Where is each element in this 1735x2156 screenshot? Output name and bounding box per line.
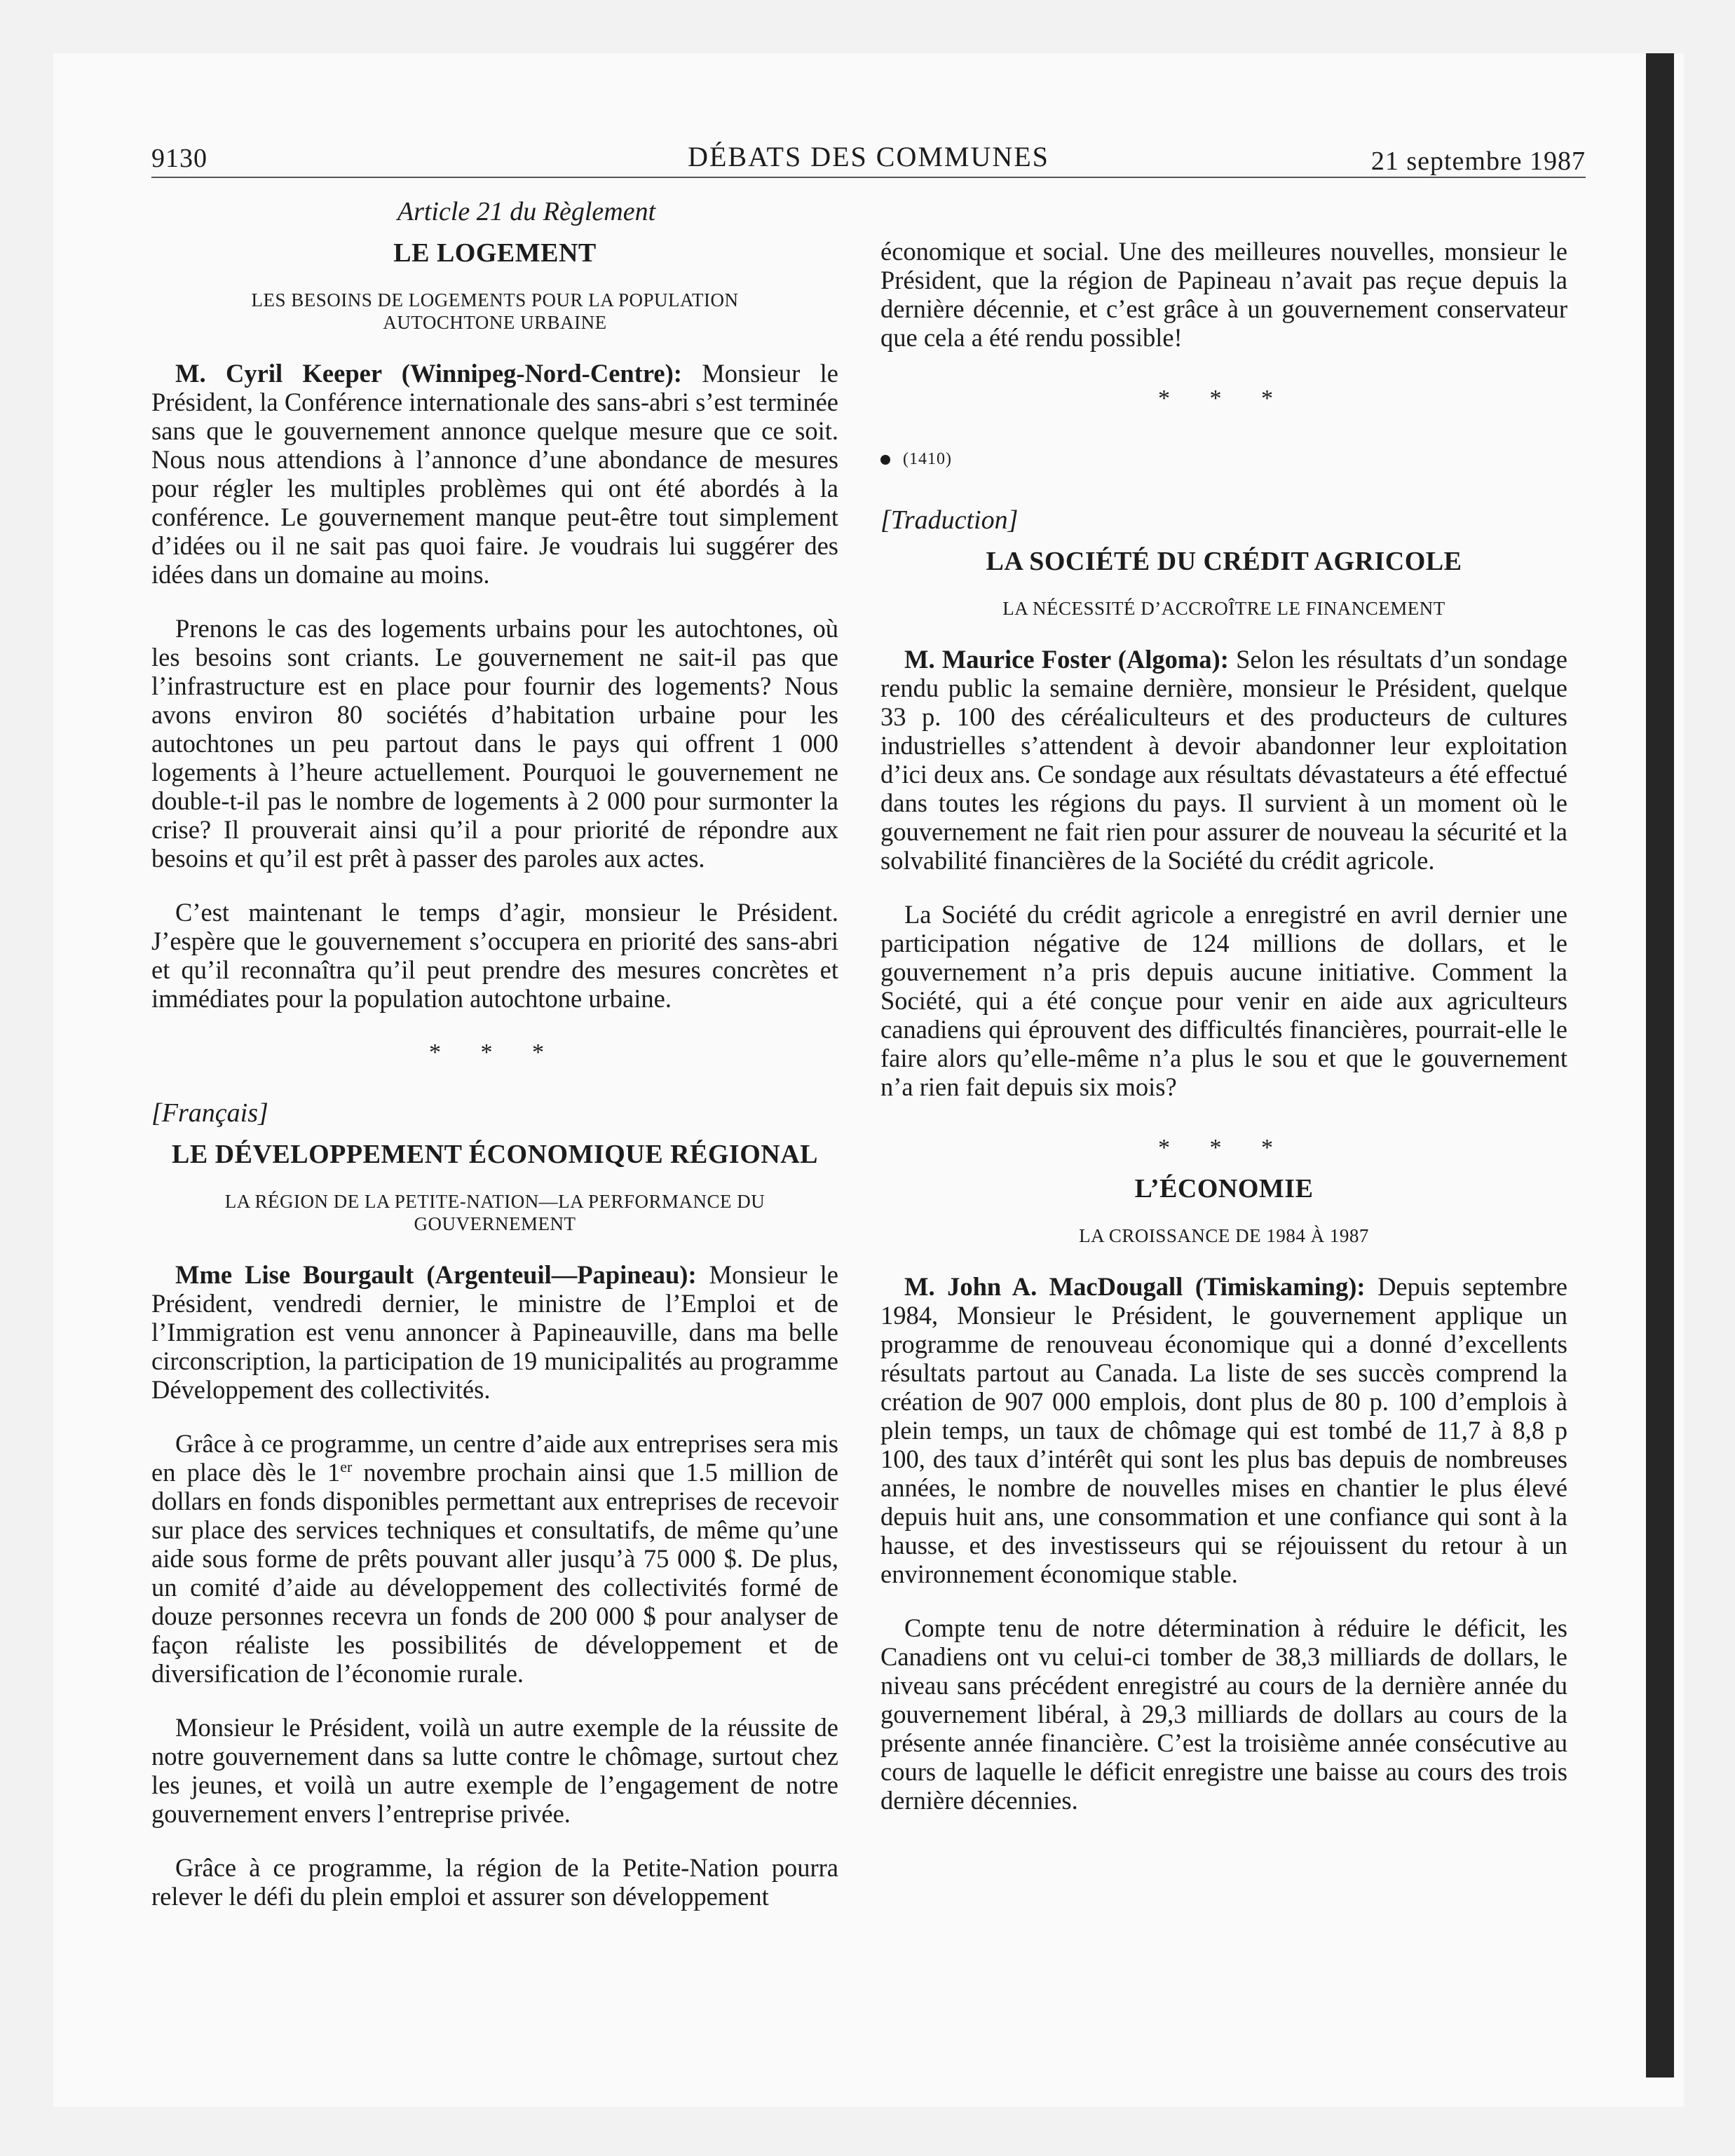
paragraph: Grâce à ce programme, la région de la Petite-Nation pourra relever le défi du plein emploi et assurer son développement [151, 1853, 838, 1911]
paragraph [151, 1429, 838, 1688]
spacer [151, 334, 838, 359]
section-title-credit-agricole: LA SOCIÉTÉ DU CRÉDIT AGRICOLE [986, 547, 1462, 576]
paragraph: économique et social. Une des meilleures nouvelles, monsieur le Président, que la région de Papineau n’avait pas reçue depuis la dernière décennie, et c’est grâce à un gouvernement conservateur que cela a été rendu possible! [880, 237, 1567, 352]
right-column [880, 237, 1567, 1815]
spacer [151, 1235, 838, 1260]
spacer [151, 589, 838, 614]
paragraph-text: Monsieur le Président, vendredi dernier, le ministre de l’Emploi et de l’Immigration est venu annoncer à Papineauville, dans ma belle circonscription, la participation de 19 municipalités au programme Développement des collectivités. [151, 1260, 838, 1404]
timecode [880, 445, 1567, 474]
scan-edge-bar [1646, 53, 1674, 2077]
paragraph-text: novembre prochain ainsi que 1.5 million de dollars en fonds disponibles permettant aux entreprises de recevoir sur place des services techniques et consultatifs, de même qu’une aide sous forme de prêts pouvant aller jusqu’à 75 000 $. De plus, un comité d’aide au développement des collectivités formé de douze personnes recevra un fonds de 200 000 $ pour analyser de façon réaliste les possibilités de développement et de diversification de l’économie rurale. [151, 1458, 838, 1688]
subhead-line: LA RÉGION DE LA PETITE-NATION—LA PERFORMANCE DU [224, 1191, 766, 1212]
left-column [151, 198, 838, 1911]
section-title-developpement: LE DÉVELOPPEMENT ÉCONOMIQUE RÉGIONAL [171, 1140, 819, 1169]
spacer [151, 1013, 838, 1038]
page-date: 21 septembre 1987 [1370, 146, 1586, 176]
spacer [880, 1247, 1567, 1272]
subhead-line: GOUVERNEMENT [414, 1213, 576, 1234]
spacer [880, 413, 1567, 445]
speaker-name: Mme Lise Bourgault (Argenteuil—Papineau): [175, 1260, 697, 1289]
header-rule [151, 177, 1586, 178]
subhead-line: LES BESOINS DE LOGEMENTS POUR LA POPULATION [251, 289, 739, 311]
publication-title: DÉBATS DES COMMUNES [688, 141, 1049, 172]
spacer [880, 352, 1567, 384]
speaker-name: M. Maurice Foster (Algoma): [904, 645, 1229, 674]
timecode-text: (1410) [903, 450, 952, 468]
paragraph: C’est maintenant le temps d’agir, monsieur le Président. J’espère que le gouvernement s’occupera en priorité des sans-abri et qu’il reconnaîtra qu’il peut prendre des mesures concrètes et immédiates pour la population autochtone urbaine. [151, 898, 838, 1013]
paragraph-text: Selon les résultats d’un sondage rendu public la semaine dernière, monsieur le Président, quelque 33 p. 100 des céréaliculteurs et des producteurs de cultures industrielles s’attendent à devoir abandonner leur exploitation d’ici deux ans. Ce sondage aux résultats dévastateurs a été effectué dans toutes les régions du pays. Il survient à un moment où le gouvernement ne fait rien pour assurer de nouveau la sécurité et la solvabilité financières de la Société du crédit agricole. [880, 645, 1567, 875]
spacer [151, 1688, 838, 1713]
section-title-economie: L’ÉCONOMIE [1134, 1174, 1314, 1203]
paragraph [151, 359, 838, 589]
subhead-credit-agricole: LA NÉCESSITÉ D’ACCROÎTRE LE FINANCEMENT [1002, 598, 1445, 619]
spacer [151, 873, 838, 898]
paragraph: La Société du crédit agricole a enregistré en avril dernier une participation négative de 124 millions de dollars, et le gouvernement n’a pris depuis aucune initiative. Comment la Société, qui a été conçue pour venir en aide aux agriculteurs canadiens qui éprouvent des difficultés financières, pourrait-elle le faire alors qu’elle-même n’a plus le sou et que le gouvernement n’a rien fait depuis six mois? [880, 900, 1567, 1101]
language-tag: [Français] [151, 1098, 268, 1128]
section-title-logement: LE LOGEMENT [393, 238, 597, 268]
spacer [151, 1404, 838, 1429]
spacer [880, 875, 1567, 900]
paragraph-text: Grâce à ce programme, un centre d’aide aux entreprises sera mis en place dès le 1 [151, 1429, 838, 1487]
paragraph [880, 645, 1567, 875]
spacer [880, 620, 1567, 645]
bullet-icon [880, 455, 890, 465]
article-heading: Article 21 du Règlement [397, 197, 656, 226]
subhead-economie: LA CROISSANCE DE 1984 À 1987 [1079, 1225, 1369, 1246]
subhead-logement [151, 289, 838, 334]
section-separator: * * * [429, 1039, 561, 1065]
paragraph-text: Depuis septembre 1984, Monsieur le Président, le gouvernement applique un programme de renouveau économique qui a donné d’excellents résultats partout au Canada. La liste de ses succès comprend la création de 907 000 emplois, dont plus de 80 p. 100 d’emplois à plein temps, un taux de chômage qui est tombé de 11,7 à 8,8 p 100, des taux d’intérêt qui sont les plus bas depuis de nombreuses années, le nombre de nouvelles mises en chantier le plus élevé depuis huit ans, une consommation et une confiance qui sont à la hausse, et des investisseurs qui se réjouissent du retour à un environnement économique stable. [880, 1272, 1568, 1588]
paragraph: Prenons le cas des logements urbains pour les autochtones, où les besoins sont criants. Le gouvernement ne sait-il pas que l’infrastructure est en place pour fournir des logements? Nous avons environ 80 sociétés d’habitation urbaine pour les autochtones un peu partout dans le pays qui offrent 1 000 logements à l’heure actuellement. Pourquoi le gouvernement ne double-t-il pas le nombre de logements à 2 000 pour surmonter la crise? Il prouverait ainsi qu’il a pour priorité de répondre aux besoins et qu’il est prêt à passer des paroles aux actes. [151, 614, 838, 873]
subhead-line: AUTOCHTONE URBAINE [383, 312, 607, 333]
page-number: 9130 [151, 144, 207, 173]
spacer [880, 1101, 1567, 1133]
page-header [151, 140, 1586, 181]
speaker-name: M. Cyril Keeper (Winnipeg-Nord-Centre): [175, 359, 682, 388]
superscript: er [340, 1457, 353, 1475]
paragraph: Monsieur le Président, voilà un autre exemple de la réussite de notre gouvernement dans sa lutte contre le chômage, surtout chez les jeunes, et voilà un autre exemple de l’engagement de notre gouvernement envers l’entreprise privée. [151, 1713, 838, 1828]
spacer [151, 1067, 838, 1099]
section-separator: * * * [1158, 1135, 1290, 1161]
subhead-developpement [151, 1190, 838, 1235]
paragraph: Compte tenu de notre détermination à réduire le déficit, les Canadiens ont vu celui-ci tomber de 38,3 milliards de dollars, le niveau sans précédent enregistré au cours de la dernière année du gouvernement libéral, à 29,3 milliards de dollars au cours de la présente année financière. C’est la troisième année consécutive au cours de laquelle le déficit enregistre une baisse au cours des trois dernière décennies. [880, 1613, 1567, 1815]
paragraph [880, 1272, 1567, 1588]
spacer [880, 474, 1567, 506]
paragraph-text: Monsieur le Président, la Conférence internationale des sans-abri s’est terminée sans que le gouvernement annonce quelque mesure que ce soit. Nous nous attendions à l’annonce d’une abondance de mesures pour régler les multiples problèmes qui ont été abordés à la conférence. Le gouvernement manque peut-être tout simplement d’idées ou il ne sait pas quoi faire. Je voudrais lui suggérer des idées dans un domaine au moins. [151, 359, 839, 589]
spacer [151, 1828, 838, 1853]
spacer [880, 1588, 1567, 1613]
language-tag: [Traduction] [880, 505, 1019, 535]
section-separator: * * * [1158, 386, 1290, 411]
paragraph [151, 1260, 838, 1404]
speaker-name: M. John A. MacDougall (Timiskaming): [904, 1272, 1366, 1301]
